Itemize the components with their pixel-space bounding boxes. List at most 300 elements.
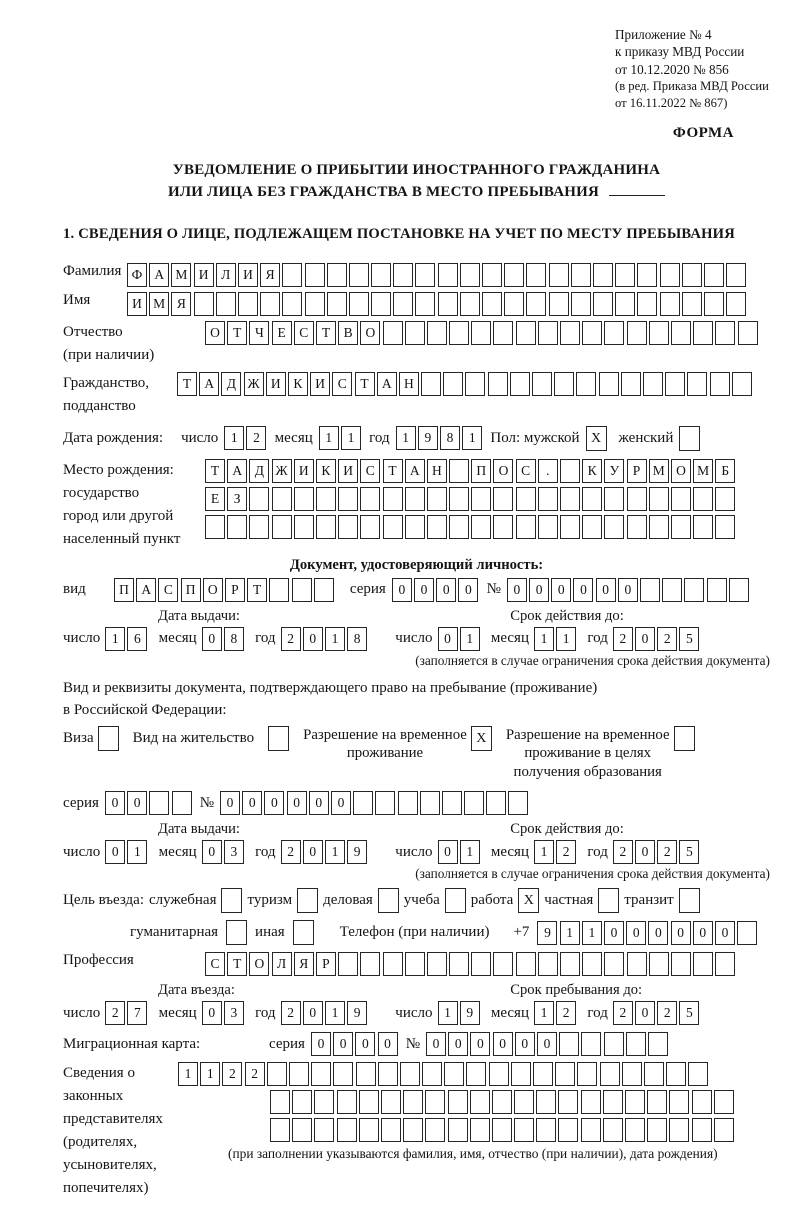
char-cell[interactable] <box>327 263 347 287</box>
char-cell[interactable]: 1 <box>560 921 580 945</box>
char-cell[interactable] <box>383 487 403 511</box>
char-cell[interactable]: 0 <box>105 791 125 815</box>
char-cell[interactable]: Д <box>249 459 269 483</box>
stay-year-boxes[interactable] <box>613 1001 702 1025</box>
char-cell[interactable] <box>493 487 513 511</box>
char-cell[interactable] <box>538 515 558 539</box>
char-cell[interactable] <box>216 292 236 316</box>
char-cell[interactable] <box>726 263 746 287</box>
char-cell[interactable]: О <box>249 952 269 976</box>
char-cell[interactable]: 2 <box>556 1001 576 1025</box>
char-cell[interactable]: Я <box>294 952 314 976</box>
char-cell[interactable] <box>427 515 447 539</box>
char-cell[interactable] <box>415 292 435 316</box>
char-cell[interactable]: И <box>194 263 214 287</box>
char-cell[interactable] <box>305 263 325 287</box>
char-cell[interactable]: Ф <box>127 263 147 287</box>
char-cell[interactable] <box>600 1062 620 1086</box>
char-cell[interactable]: К <box>582 459 602 483</box>
char-cell[interactable] <box>292 1118 312 1142</box>
char-cell[interactable]: 8 <box>347 627 367 651</box>
char-cell[interactable]: Н <box>399 372 419 396</box>
char-cell[interactable] <box>492 1090 512 1114</box>
char-cell[interactable] <box>615 263 635 287</box>
char-cell[interactable]: 0 <box>127 791 147 815</box>
char-cell[interactable] <box>582 487 602 511</box>
char-cell[interactable] <box>593 263 613 287</box>
char-cell[interactable] <box>637 292 657 316</box>
char-cell[interactable] <box>149 791 169 815</box>
char-cell[interactable] <box>353 791 373 815</box>
char-cell[interactable] <box>360 487 380 511</box>
char-cell[interactable]: 8 <box>224 627 244 651</box>
char-cell[interactable]: Т <box>247 578 267 602</box>
residence-number-boxes[interactable] <box>220 791 531 815</box>
char-cell[interactable] <box>647 1118 667 1142</box>
char-cell[interactable] <box>482 292 502 316</box>
residence-issue-day-boxes[interactable] <box>105 840 149 864</box>
char-cell[interactable]: Н <box>427 459 447 483</box>
char-cell[interactable] <box>643 372 663 396</box>
char-cell[interactable] <box>338 515 358 539</box>
char-cell[interactable]: 0 <box>635 1001 655 1025</box>
char-cell[interactable]: М <box>693 459 713 483</box>
char-cell[interactable] <box>349 292 369 316</box>
char-cell[interactable]: 2 <box>246 426 266 450</box>
char-cell[interactable] <box>627 952 647 976</box>
char-cell[interactable] <box>715 952 735 976</box>
char-cell[interactable] <box>327 292 347 316</box>
char-cell[interactable] <box>514 1118 534 1142</box>
char-cell[interactable]: Т <box>205 459 225 483</box>
char-cell[interactable]: Ж <box>272 459 292 483</box>
char-cell[interactable] <box>356 1062 376 1086</box>
char-cell[interactable]: И <box>310 372 330 396</box>
char-cell[interactable] <box>647 1090 667 1114</box>
char-cell[interactable] <box>360 515 380 539</box>
char-cell[interactable] <box>405 952 425 976</box>
char-cell[interactable]: Т <box>316 321 336 345</box>
char-cell[interactable] <box>249 515 269 539</box>
char-cell[interactable] <box>604 952 624 976</box>
char-cell[interactable] <box>405 515 425 539</box>
char-cell[interactable]: 0 <box>715 921 735 945</box>
char-cell[interactable]: 1 <box>534 1001 554 1025</box>
char-cell[interactable] <box>482 263 502 287</box>
char-cell[interactable] <box>282 292 302 316</box>
char-cell[interactable] <box>438 292 458 316</box>
char-cell[interactable] <box>425 1090 445 1114</box>
char-cell[interactable] <box>693 487 713 511</box>
char-cell[interactable]: О <box>360 321 380 345</box>
char-cell[interactable]: 3 <box>224 840 244 864</box>
char-cell[interactable] <box>558 1090 578 1114</box>
char-cell[interactable]: 0 <box>438 840 458 864</box>
residence-series-boxes[interactable] <box>105 791 194 815</box>
residence-valid-day-boxes[interactable] <box>438 840 482 864</box>
char-cell[interactable]: С <box>516 459 536 483</box>
phone-boxes[interactable] <box>537 921 759 945</box>
char-cell[interactable]: А <box>136 578 156 602</box>
visa-checkbox[interactable] <box>98 726 119 751</box>
purpose-opt-tourism-checkbox[interactable] <box>297 888 318 913</box>
char-cell[interactable] <box>488 372 508 396</box>
char-cell[interactable] <box>516 321 536 345</box>
char-cell[interactable]: 1 <box>396 426 416 450</box>
char-cell[interactable]: М <box>649 459 669 483</box>
char-cell[interactable]: К <box>288 372 308 396</box>
char-cell[interactable] <box>684 578 704 602</box>
char-cell[interactable]: 0 <box>458 578 478 602</box>
char-cell[interactable] <box>383 321 403 345</box>
char-cell[interactable]: Т <box>177 372 197 396</box>
char-cell[interactable] <box>466 1062 486 1086</box>
char-cell[interactable]: 0 <box>470 1032 490 1056</box>
char-cell[interactable] <box>571 292 591 316</box>
purpose-opt-official-checkbox[interactable] <box>221 888 242 913</box>
char-cell[interactable]: Я <box>260 263 280 287</box>
char-cell[interactable] <box>449 459 469 483</box>
char-cell[interactable] <box>662 578 682 602</box>
purpose-opt-transit-checkbox[interactable] <box>679 888 700 913</box>
char-cell[interactable]: 9 <box>347 840 367 864</box>
char-cell[interactable]: А <box>149 263 169 287</box>
char-cell[interactable] <box>371 263 391 287</box>
char-cell[interactable] <box>538 321 558 345</box>
char-cell[interactable] <box>715 515 735 539</box>
char-cell[interactable]: П <box>114 578 134 602</box>
char-cell[interactable] <box>582 952 602 976</box>
char-cell[interactable] <box>465 372 485 396</box>
char-cell[interactable] <box>314 1118 334 1142</box>
char-cell[interactable] <box>427 487 447 511</box>
char-cell[interactable] <box>732 372 752 396</box>
char-cell[interactable]: 0 <box>303 1001 323 1025</box>
migration-number-boxes[interactable] <box>426 1032 670 1056</box>
char-cell[interactable] <box>671 321 691 345</box>
char-cell[interactable]: 1 <box>582 921 602 945</box>
identity-issue-year-boxes[interactable] <box>281 627 370 651</box>
char-cell[interactable] <box>715 487 735 511</box>
residence-valid-month-boxes[interactable] <box>534 840 578 864</box>
char-cell[interactable] <box>582 321 602 345</box>
char-cell[interactable] <box>504 292 524 316</box>
char-cell[interactable] <box>648 1032 668 1056</box>
char-cell[interactable] <box>333 1062 353 1086</box>
char-cell[interactable] <box>649 321 669 345</box>
char-cell[interactable]: 2 <box>105 1001 125 1025</box>
char-cell[interactable]: С <box>332 372 352 396</box>
char-cell[interactable] <box>516 487 536 511</box>
char-cell[interactable] <box>403 1090 423 1114</box>
char-cell[interactable]: 2 <box>281 840 301 864</box>
char-cell[interactable]: И <box>266 372 286 396</box>
char-cell[interactable] <box>311 1062 331 1086</box>
purpose-opt-study-checkbox[interactable] <box>445 888 466 913</box>
char-cell[interactable]: 0 <box>507 578 527 602</box>
char-cell[interactable]: 0 <box>693 921 713 945</box>
char-cell[interactable]: С <box>360 459 380 483</box>
char-cell[interactable] <box>194 292 214 316</box>
citizenship-boxes[interactable] <box>177 372 754 396</box>
purpose-opt-other-checkbox[interactable] <box>293 920 314 945</box>
char-cell[interactable]: 6 <box>127 627 147 651</box>
char-cell[interactable] <box>294 515 314 539</box>
char-cell[interactable] <box>427 321 447 345</box>
char-cell[interactable] <box>269 578 289 602</box>
birth-place-line-1[interactable] <box>205 459 738 483</box>
char-cell[interactable] <box>504 263 524 287</box>
char-cell[interactable]: 1 <box>127 840 147 864</box>
char-cell[interactable] <box>682 292 702 316</box>
char-cell[interactable] <box>626 1032 646 1056</box>
char-cell[interactable] <box>640 578 660 602</box>
char-cell[interactable] <box>687 372 707 396</box>
char-cell[interactable] <box>671 952 691 976</box>
char-cell[interactable]: Е <box>272 321 292 345</box>
char-cell[interactable]: М <box>149 292 169 316</box>
entry-month-boxes[interactable] <box>202 1001 246 1025</box>
char-cell[interactable] <box>738 321 758 345</box>
char-cell[interactable]: 7 <box>127 1001 147 1025</box>
char-cell[interactable]: 1 <box>460 627 480 651</box>
char-cell[interactable]: 2 <box>657 627 677 651</box>
char-cell[interactable]: 2 <box>613 1001 633 1025</box>
char-cell[interactable]: А <box>405 459 425 483</box>
char-cell[interactable] <box>267 1062 287 1086</box>
char-cell[interactable]: 0 <box>303 840 323 864</box>
char-cell[interactable]: И <box>294 459 314 483</box>
purpose-opt-humanitarian-checkbox[interactable] <box>226 920 247 945</box>
char-cell[interactable]: 0 <box>604 921 624 945</box>
char-cell[interactable] <box>599 372 619 396</box>
char-cell[interactable] <box>400 1062 420 1086</box>
char-cell[interactable] <box>205 515 225 539</box>
char-cell[interactable] <box>693 952 713 976</box>
char-cell[interactable] <box>536 1118 556 1142</box>
char-cell[interactable] <box>493 515 513 539</box>
char-cell[interactable] <box>582 515 602 539</box>
char-cell[interactable] <box>516 952 536 976</box>
char-cell[interactable] <box>577 1062 597 1086</box>
char-cell[interactable]: А <box>377 372 397 396</box>
guardians-line-1[interactable] <box>178 1062 711 1086</box>
char-cell[interactable]: Е <box>205 487 225 511</box>
char-cell[interactable] <box>405 487 425 511</box>
birth-month-boxes[interactable] <box>319 426 363 450</box>
char-cell[interactable]: 0 <box>648 921 668 945</box>
char-cell[interactable] <box>622 1062 642 1086</box>
char-cell[interactable] <box>383 952 403 976</box>
char-cell[interactable]: Р <box>627 459 647 483</box>
char-cell[interactable]: 5 <box>679 840 699 864</box>
char-cell[interactable]: 0 <box>436 578 456 602</box>
char-cell[interactable]: Р <box>225 578 245 602</box>
char-cell[interactable] <box>294 487 314 511</box>
char-cell[interactable]: 1 <box>325 1001 345 1025</box>
char-cell[interactable] <box>526 292 546 316</box>
char-cell[interactable] <box>536 1090 556 1114</box>
char-cell[interactable] <box>249 487 269 511</box>
char-cell[interactable]: А <box>227 459 247 483</box>
char-cell[interactable] <box>349 263 369 287</box>
char-cell[interactable] <box>489 1062 509 1086</box>
char-cell[interactable] <box>371 292 391 316</box>
char-cell[interactable] <box>272 487 292 511</box>
given-name-boxes[interactable] <box>127 292 748 316</box>
birth-place-line-2[interactable] <box>205 487 738 511</box>
char-cell[interactable] <box>603 1090 623 1114</box>
char-cell[interactable] <box>172 791 192 815</box>
surname-boxes[interactable] <box>127 263 748 287</box>
patronymic-boxes[interactable] <box>205 321 760 345</box>
char-cell[interactable]: 0 <box>242 791 262 815</box>
char-cell[interactable]: О <box>671 459 691 483</box>
char-cell[interactable] <box>403 1118 423 1142</box>
char-cell[interactable]: 0 <box>333 1032 353 1056</box>
birth-day-boxes[interactable] <box>224 426 268 450</box>
sex-male-checkbox[interactable]: X <box>586 426 607 451</box>
char-cell[interactable] <box>715 321 735 345</box>
char-cell[interactable] <box>581 1090 601 1114</box>
char-cell[interactable] <box>292 578 312 602</box>
char-cell[interactable] <box>604 515 624 539</box>
char-cell[interactable]: О <box>205 321 225 345</box>
char-cell[interactable] <box>615 292 635 316</box>
char-cell[interactable]: В <box>338 321 358 345</box>
char-cell[interactable]: 1 <box>325 840 345 864</box>
identity-valid-month-boxes[interactable] <box>534 627 578 651</box>
char-cell[interactable] <box>637 263 657 287</box>
char-cell[interactable]: 0 <box>618 578 638 602</box>
char-cell[interactable] <box>470 1090 490 1114</box>
char-cell[interactable] <box>378 1062 398 1086</box>
char-cell[interactable] <box>471 321 491 345</box>
char-cell[interactable]: 0 <box>331 791 351 815</box>
char-cell[interactable] <box>393 292 413 316</box>
birth-place-line-3[interactable] <box>205 515 738 539</box>
char-cell[interactable] <box>560 515 580 539</box>
char-cell[interactable]: 0 <box>378 1032 398 1056</box>
entry-day-boxes[interactable] <box>105 1001 149 1025</box>
char-cell[interactable] <box>549 263 569 287</box>
char-cell[interactable] <box>425 1118 445 1142</box>
char-cell[interactable] <box>438 263 458 287</box>
char-cell[interactable] <box>443 372 463 396</box>
char-cell[interactable]: Я <box>171 292 191 316</box>
birth-year-boxes[interactable] <box>396 426 485 450</box>
char-cell[interactable]: И <box>338 459 358 483</box>
char-cell[interactable]: 0 <box>105 840 125 864</box>
char-cell[interactable] <box>533 1062 553 1086</box>
entry-year-boxes[interactable] <box>281 1001 370 1025</box>
char-cell[interactable] <box>692 1090 712 1114</box>
char-cell[interactable]: 0 <box>426 1032 446 1056</box>
purpose-opt-work-checkbox[interactable]: X <box>518 888 539 913</box>
char-cell[interactable] <box>669 1118 689 1142</box>
doc-number-boxes[interactable] <box>507 578 751 602</box>
char-cell[interactable]: 2 <box>657 840 677 864</box>
char-cell[interactable]: 0 <box>202 1001 222 1025</box>
char-cell[interactable] <box>621 372 641 396</box>
char-cell[interactable] <box>471 515 491 539</box>
char-cell[interactable] <box>555 1062 575 1086</box>
char-cell[interactable] <box>604 1032 624 1056</box>
char-cell[interactable] <box>625 1090 645 1114</box>
residence-permit-checkbox[interactable] <box>268 726 289 751</box>
char-cell[interactable] <box>604 321 624 345</box>
char-cell[interactable] <box>560 321 580 345</box>
char-cell[interactable] <box>554 372 574 396</box>
char-cell[interactable] <box>558 1118 578 1142</box>
char-cell[interactable]: 1 <box>556 627 576 651</box>
char-cell[interactable]: А <box>199 372 219 396</box>
char-cell[interactable] <box>338 952 358 976</box>
char-cell[interactable]: Р <box>316 952 336 976</box>
char-cell[interactable] <box>693 515 713 539</box>
char-cell[interactable]: 2 <box>613 840 633 864</box>
char-cell[interactable]: 2 <box>556 840 576 864</box>
char-cell[interactable] <box>549 292 569 316</box>
char-cell[interactable]: 1 <box>319 426 339 450</box>
stay-day-boxes[interactable] <box>438 1001 482 1025</box>
char-cell[interactable]: О <box>203 578 223 602</box>
profession-boxes[interactable] <box>205 952 738 976</box>
char-cell[interactable] <box>532 372 552 396</box>
char-cell[interactable] <box>492 1118 512 1142</box>
char-cell[interactable]: 5 <box>679 1001 699 1025</box>
char-cell[interactable] <box>470 1118 490 1142</box>
identity-issue-day-boxes[interactable] <box>105 627 149 651</box>
char-cell[interactable] <box>737 921 757 945</box>
char-cell[interactable] <box>704 292 724 316</box>
char-cell[interactable] <box>421 372 441 396</box>
char-cell[interactable] <box>270 1090 290 1114</box>
purpose-opt-private-checkbox[interactable] <box>598 888 619 913</box>
char-cell[interactable] <box>714 1090 734 1114</box>
char-cell[interactable]: 2 <box>657 1001 677 1025</box>
char-cell[interactable]: . <box>538 459 558 483</box>
char-cell[interactable]: 2 <box>245 1062 265 1086</box>
char-cell[interactable]: 0 <box>202 627 222 651</box>
char-cell[interactable] <box>375 791 395 815</box>
char-cell[interactable] <box>405 321 425 345</box>
char-cell[interactable]: 2 <box>281 627 301 651</box>
char-cell[interactable] <box>227 515 247 539</box>
char-cell[interactable] <box>464 791 484 815</box>
char-cell[interactable] <box>692 1118 712 1142</box>
char-cell[interactable] <box>627 515 647 539</box>
char-cell[interactable] <box>729 578 749 602</box>
char-cell[interactable] <box>669 1090 689 1114</box>
char-cell[interactable]: 1 <box>534 627 554 651</box>
char-cell[interactable] <box>516 515 536 539</box>
guardians-boxes[interactable] <box>184 1062 800 1162</box>
char-cell[interactable]: 0 <box>287 791 307 815</box>
char-cell[interactable] <box>671 515 691 539</box>
char-cell[interactable]: 9 <box>347 1001 367 1025</box>
char-cell[interactable] <box>460 292 480 316</box>
char-cell[interactable]: И <box>238 263 258 287</box>
char-cell[interactable] <box>314 578 334 602</box>
char-cell[interactable] <box>510 372 530 396</box>
char-cell[interactable] <box>660 263 680 287</box>
char-cell[interactable]: 1 <box>534 840 554 864</box>
char-cell[interactable]: 0 <box>414 578 434 602</box>
purpose-opt-business-checkbox[interactable] <box>378 888 399 913</box>
char-cell[interactable] <box>571 263 591 287</box>
char-cell[interactable] <box>359 1090 379 1114</box>
